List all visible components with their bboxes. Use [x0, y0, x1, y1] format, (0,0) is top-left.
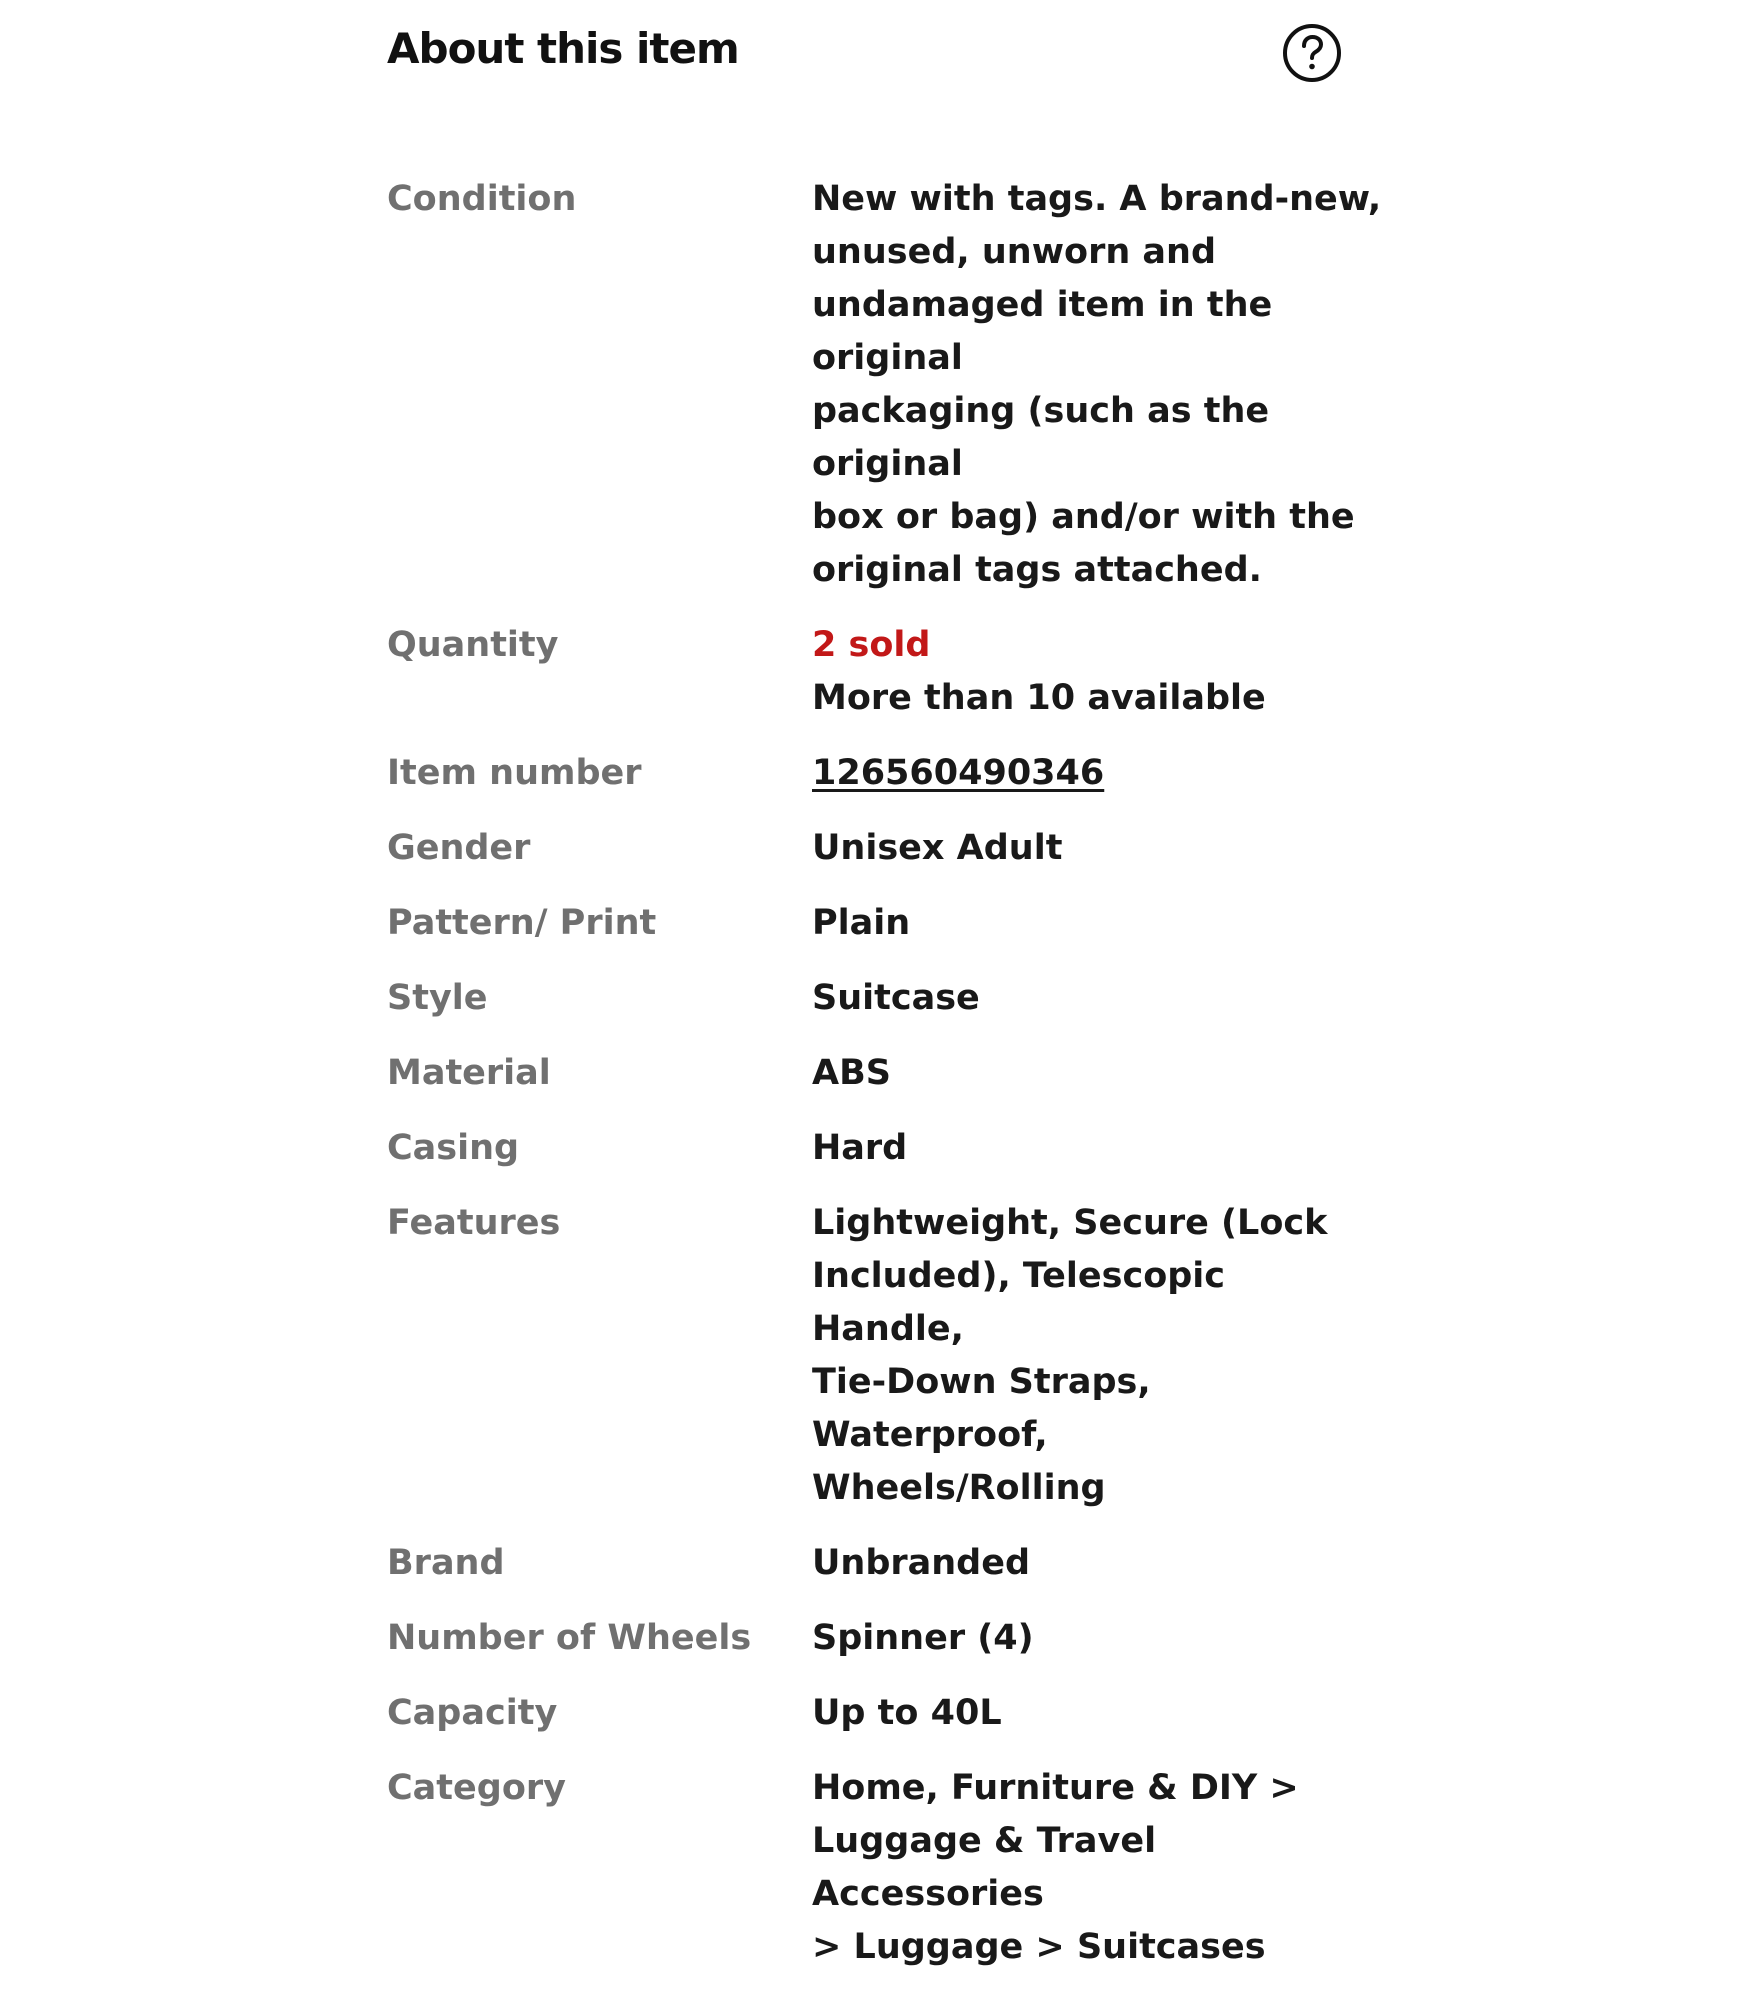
spec-label-quantity: Quantity: [387, 625, 559, 665]
spec-value-condition: [812, 173, 1387, 597]
spec-label-style: Style: [387, 978, 488, 1018]
category-breadcrumb-line[interactable]: Luggage & Travel Accessories: [812, 1821, 1157, 1914]
help-button[interactable]: [1281, 22, 1343, 84]
spec-value-pattern: Plain: [812, 903, 911, 943]
spec-row-gender: [387, 822, 1387, 875]
spec-value-features: [812, 1197, 1387, 1515]
spec-row-quantity: [387, 619, 1387, 725]
features-line: Lightweight, Secure (Lock: [812, 1203, 1328, 1243]
category-breadcrumb-line[interactable]: > Luggage > Suitcases: [812, 1927, 1266, 1967]
spec-value-item-number: [812, 747, 1387, 800]
spec-label-item-number: Item number: [387, 753, 642, 793]
spec-value-wheels: Spinner (4): [812, 1618, 1034, 1658]
condition-line: packaging (such as the original: [812, 391, 1270, 484]
spec-row-brand: [387, 1537, 1387, 1590]
features-line: Included), Telescopic Handle,: [812, 1256, 1226, 1349]
spec-row-capacity: [387, 1687, 1387, 1740]
item-specifics-list: [387, 173, 1387, 1996]
category-breadcrumb-line[interactable]: Home, Furniture & DIY >: [812, 1768, 1299, 1808]
about-item-header: [387, 0, 1387, 110]
spec-label-features: Features: [387, 1203, 561, 1243]
spec-label-brand: Brand: [387, 1543, 505, 1583]
spec-value-style: Suitcase: [812, 978, 980, 1018]
spec-row-pattern: [387, 897, 1387, 950]
spec-row-item-number: [387, 747, 1387, 800]
spec-row-material: [387, 1047, 1387, 1100]
spec-label-condition: Condition: [387, 179, 577, 219]
spec-value-capacity: Up to 40L: [812, 1693, 1002, 1733]
spec-row-style: [387, 972, 1387, 1025]
spec-row-casing: [387, 1122, 1387, 1175]
spec-value-brand: Unbranded: [812, 1543, 1031, 1583]
sold-count: 2 sold: [812, 625, 931, 665]
spec-row-category: [387, 1762, 1387, 1974]
spec-value-casing: Hard: [812, 1128, 908, 1168]
spec-label-pattern: Pattern/ Print: [387, 903, 657, 943]
spec-value-gender: Unisex Adult: [812, 828, 1063, 868]
spec-label-category: Category: [387, 1768, 566, 1808]
features-line: Tie-Down Straps, Waterproof,: [812, 1362, 1151, 1455]
spec-label-casing: Casing: [387, 1128, 520, 1168]
spec-value-quantity: [812, 619, 1387, 725]
spec-label-capacity: Capacity: [387, 1693, 558, 1733]
spec-label-material: Material: [387, 1053, 551, 1093]
about-item-panel: [387, 0, 1387, 1967]
condition-line: unused, unworn and: [812, 232, 1217, 272]
spec-value-category: [812, 1762, 1387, 1974]
page-title: About this item: [387, 24, 739, 73]
availability-text: More than 10 available: [812, 678, 1266, 718]
spec-label-wheels: Number of Wheels: [387, 1618, 752, 1658]
condition-line: original tags attached.: [812, 550, 1262, 590]
features-line: Wheels/Rolling: [812, 1468, 1106, 1508]
spec-label-gender: Gender: [387, 828, 531, 868]
spec-row-wheels: [387, 1612, 1387, 1665]
condition-line: box or bag) and/or with the: [812, 497, 1355, 537]
condition-line: undamaged item in the original: [812, 285, 1273, 378]
spec-row-features: [387, 1197, 1387, 1515]
condition-line: New with tags. A brand-new,: [812, 179, 1382, 219]
spec-row-condition: [387, 173, 1387, 597]
spec-value-material: ABS: [812, 1053, 891, 1093]
question-circle-icon: [1281, 22, 1343, 84]
item-number-link[interactable]: 126560490346: [812, 753, 1105, 793]
